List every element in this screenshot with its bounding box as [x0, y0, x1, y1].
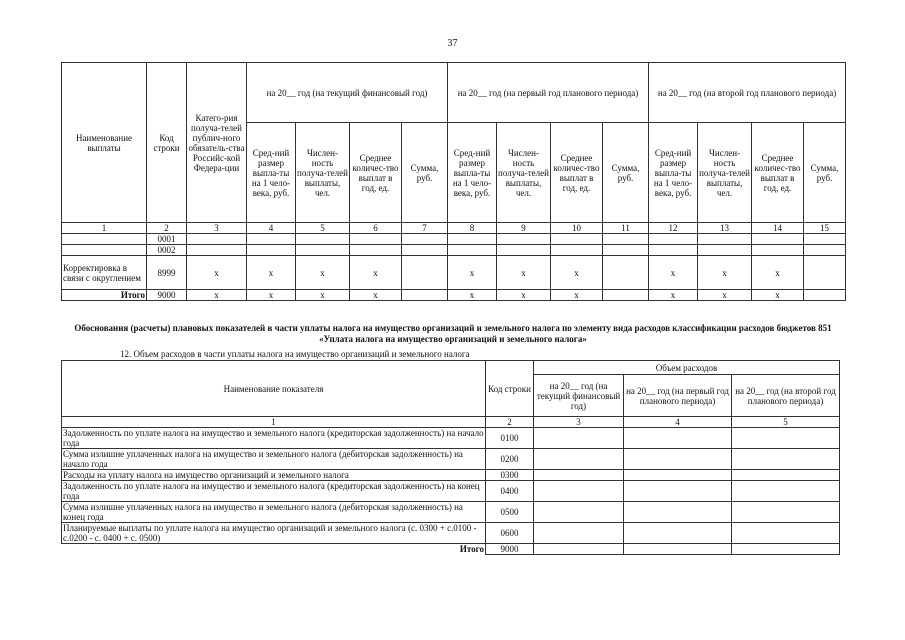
row-name: Сумма излишне уплаченных налога на имущество и земельного налога (дебиторская задолженность) на начало года [62, 449, 486, 470]
header-row-code: Код строки [486, 361, 534, 417]
x-mark: x [247, 290, 296, 301]
header-payments-per-year: Среднее количес-тво выплат в год, ед. [350, 123, 402, 223]
x-mark: x [649, 256, 698, 290]
header-row-code: Код строки [147, 63, 187, 223]
col-number: 12 [649, 223, 698, 234]
col-number: 5 [296, 223, 350, 234]
header-period-second: на 20__ год (на второй год планового периода) [649, 63, 846, 123]
col-number: 2 [147, 223, 187, 234]
row-code: 0600 [486, 523, 534, 544]
col-number: 3 [534, 417, 624, 428]
x-mark: x [551, 290, 603, 301]
row-name: Задолженность по уплате налога на имущество и земельного налога (кредиторская задолженность) на конец года [62, 481, 486, 502]
col-number: 7 [402, 223, 448, 234]
col-number: 4 [624, 417, 732, 428]
x-mark: x [497, 290, 551, 301]
table-row [62, 470, 840, 481]
col-number: 11 [603, 223, 649, 234]
header-avg-payment: Сред-ний размер выпла-ты на 1 чело-века, руб. [649, 123, 698, 223]
col-number: 5 [732, 417, 840, 428]
header-payments-per-year: Среднее количес-тво выплат в год, ед. [752, 123, 804, 223]
col-number: 13 [698, 223, 752, 234]
column-numbers-row [62, 223, 846, 234]
col-number: 8 [448, 223, 497, 234]
row-code: 0300 [486, 470, 534, 481]
x-mark: x [247, 256, 296, 290]
row-name: Планируемые выплаты по уплате налога на имущество организаций и земельного налога (с. 0300 + с.0100 - с.0200 - с. 0400 + с. 0500) [62, 523, 486, 544]
row-name: Задолженность по уплате налога на имущество и земельного налога (кредиторская задолженность) на начало года [63, 428, 484, 448]
total-row [62, 544, 840, 555]
header-indicator-name: Наименование показателя [62, 361, 486, 417]
x-mark: x [649, 290, 698, 301]
row-name [62, 245, 147, 256]
row-name [62, 234, 147, 245]
header-avg-payment: Сред-ний размер выпла-ты на 1 чело-века, руб. [448, 123, 497, 223]
x-mark: x [752, 256, 804, 290]
payments-table [61, 62, 846, 301]
col-number: 1 [62, 417, 486, 428]
x-mark: x [752, 290, 804, 301]
header-sum: Сумма, руб. [804, 123, 846, 223]
x-mark: x [296, 290, 350, 301]
header-period-first: на 20__ год (на первый год планового периода) [448, 63, 649, 123]
total-row [62, 290, 846, 301]
table-row [62, 245, 846, 256]
row-name: Расходы на уплату налога на имущество организаций и земельного налога [62, 470, 486, 481]
col-number: 6 [350, 223, 402, 234]
table-row [62, 523, 840, 544]
header-period-first: на 20__ год (на первый год планового периода) [624, 375, 732, 417]
header-avg-payment: Сред-ний размер выпла-ты на 1 чело-века, руб. [247, 123, 296, 223]
row-code: 0002 [147, 245, 187, 256]
x-mark: x [296, 256, 350, 290]
x-mark: x [698, 256, 752, 290]
tax-expenses-table [61, 360, 840, 555]
correction-row [62, 256, 846, 290]
col-number: 9 [497, 223, 551, 234]
header-recipients-count: Числен-ность получа-телей выплаты, чел. [698, 123, 752, 223]
header-sum: Сумма, руб. [402, 123, 448, 223]
x-mark: x [551, 256, 603, 290]
header-period-current: на 20__ год (на текущий финансовый год) [247, 63, 448, 123]
total-code: 9000 [147, 290, 187, 301]
total-label: Итого [62, 290, 147, 301]
x-mark: x [187, 290, 247, 301]
x-mark: x [698, 290, 752, 301]
row-code: 0500 [486, 502, 534, 523]
header-recipient-category: Катего-рия получа-телей публич-ного обязатель-ства Российс-кой Федера-ции [187, 63, 247, 223]
col-number: 15 [804, 223, 846, 234]
col-number: 1 [62, 223, 147, 234]
table-row [62, 449, 840, 470]
table-row [62, 481, 840, 502]
row-code: 0100 [486, 428, 534, 449]
row-code: 0001 [147, 234, 187, 245]
x-mark: x [448, 290, 497, 301]
header-recipients-count: Числен-ность получа-телей выплаты, чел. [296, 123, 350, 223]
header-period-current: на 20__ год (на текущий финансовый год) [534, 375, 624, 417]
total-label: Итого [459, 544, 484, 555]
table-row [62, 428, 840, 449]
correction-code: 8999 [147, 256, 187, 290]
total-code: 9000 [486, 544, 534, 555]
page-number: 37 [447, 38, 458, 49]
section-title: Обоснования (расчеты) плановых показателей в части уплаты налога на имущество организаций и земельного налога по элементу вида расходов классификации расходов бюджетов 851 «Уплата налога на имущество организаций и земельного налога» [74, 323, 832, 344]
x-mark: x [350, 256, 402, 290]
header-period-second: на 20__ год (на второй год планового периода) [732, 375, 840, 417]
row-name: Сумма излишне уплаченных налога на имущество и земельного налога (дебиторская задолженность) на конец года [62, 502, 486, 523]
header-payment-name: Наименование выплаты [62, 63, 147, 223]
header-payments-per-year: Среднее количес-тво выплат в год, ед. [551, 123, 603, 223]
x-mark: x [497, 256, 551, 290]
row-code: 0400 [486, 481, 534, 502]
correction-label: Корректировка в связи с округлением [62, 256, 147, 290]
x-mark: x [448, 256, 497, 290]
col-number: 2 [486, 417, 534, 428]
header-recipients-count: Числен-ность получа-телей выплаты, чел. [497, 123, 551, 223]
header-sum: Сумма, руб. [603, 123, 649, 223]
x-mark: x [350, 290, 402, 301]
row-code: 0200 [486, 449, 534, 470]
x-mark: x [187, 256, 247, 290]
table-row [62, 502, 840, 523]
col-number: 3 [187, 223, 247, 234]
table-row [62, 234, 846, 245]
column-numbers-row [62, 417, 840, 428]
header-expenses-volume: Объем расходов [534, 361, 840, 375]
col-number: 14 [752, 223, 804, 234]
section-subtitle: 12. Объем расходов в части уплаты налога на имущество организаций и земельного налога [120, 349, 470, 359]
col-number: 4 [247, 223, 296, 234]
col-number: 10 [551, 223, 603, 234]
